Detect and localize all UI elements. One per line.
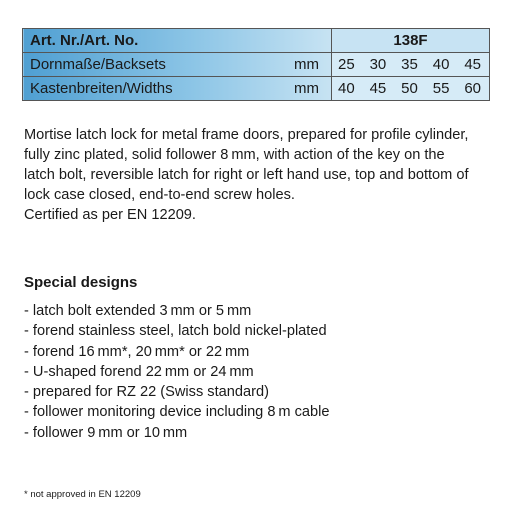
widths-label: Kastenbreiten/Widths (30, 80, 173, 97)
widths-unit: mm (294, 80, 319, 97)
backset-value: 40 (432, 56, 450, 73)
list-item: - latch bolt extended 3 mm or 5 mm (24, 301, 330, 321)
footnote: * not approved in EN 12209 (24, 489, 141, 500)
backset-value: 25 (338, 56, 355, 73)
width-value: 60 (464, 80, 481, 97)
width-value: 55 (432, 80, 450, 97)
table-header-row (23, 29, 490, 53)
list-item: - forend stainless steel, latch bold nickel-plated (24, 321, 330, 341)
article-number-label: Art. Nr./Art. No. (23, 29, 332, 53)
backset-value: 30 (369, 56, 387, 73)
article-number-value: 138F (332, 29, 490, 53)
backsets-values-cell (332, 53, 490, 77)
list-item: - U-shaped forend 22 mm or 24 mm (24, 362, 330, 382)
special-designs-heading: Special designs (24, 274, 138, 291)
widths-label-cell (23, 77, 332, 101)
backset-value: 45 (464, 56, 481, 73)
list-item: - follower 9 mm or 10 mm (24, 423, 330, 443)
width-value: 50 (401, 80, 418, 97)
special-designs-list (24, 301, 330, 443)
backset-value: 35 (401, 56, 418, 73)
backsets-label-cell (23, 53, 332, 77)
list-item: - follower monitoring device including 8 m cable (24, 402, 330, 422)
width-value: 40 (338, 80, 355, 97)
spec-table (22, 28, 490, 101)
description-text: Mortise latch lock for metal frame doors, prepared for profile cylinder, fully zinc plated, solid follower 8 mm, with action of the key on the latch bolt, reversible latch for right or left hand use, top and bottom of lock case closed, end-to-end screw holes. (24, 127, 469, 203)
widths-values-cell (332, 77, 490, 101)
list-item: - prepared for RZ 22 (Swiss standard) (24, 382, 330, 402)
backsets-label: Dornmaße/Backsets (30, 56, 166, 73)
product-description (24, 125, 474, 225)
certification-text: Certified as per EN 12209. (24, 207, 196, 223)
width-value: 45 (369, 80, 387, 97)
table-row-widths (23, 77, 490, 101)
table-row-backsets (23, 53, 490, 77)
list-item: - forend 16 mm*, 20 mm* or 22 mm (24, 342, 330, 362)
backsets-unit: mm (294, 56, 319, 73)
